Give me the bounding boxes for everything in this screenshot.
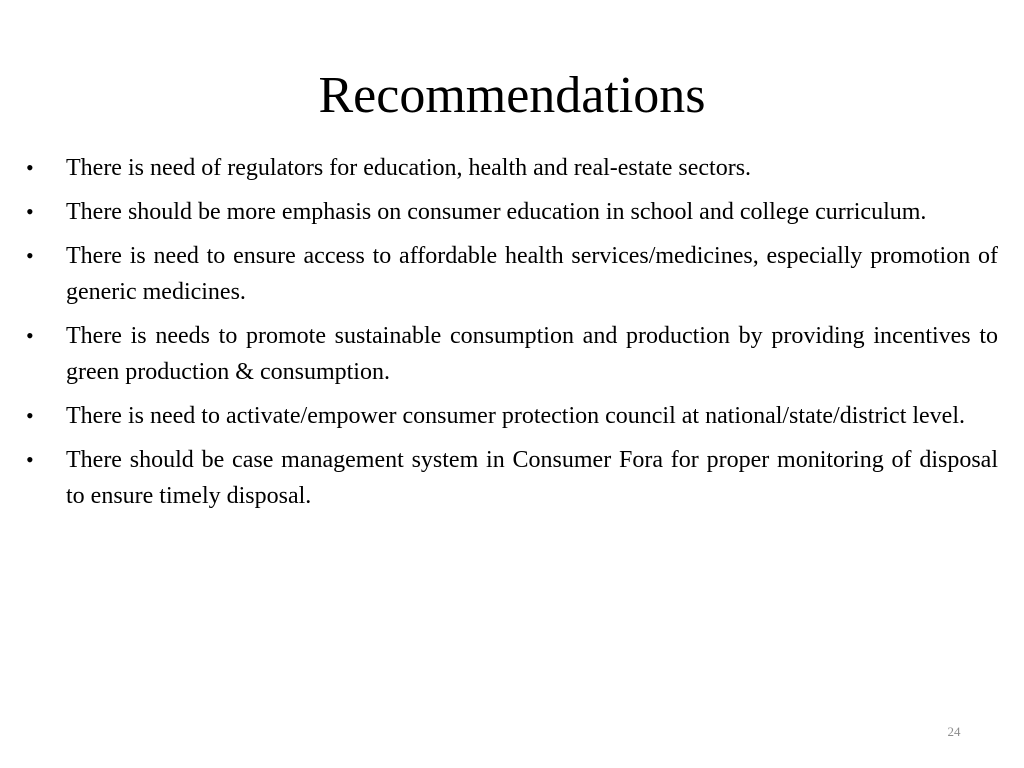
bullet-item-4 xyxy=(22,318,998,390)
bullet-text: There is need of regulators for education, health and real-estate sectors. xyxy=(66,155,752,181)
bullet-item-1 xyxy=(22,150,998,186)
bullet-icon: • xyxy=(26,155,34,180)
bullet-icon: • xyxy=(26,447,34,472)
bullet-icon: • xyxy=(26,403,34,428)
bullet-text: There is need to ensure access to affordable health services/medicines, especially promotion of generic medicines. xyxy=(66,243,998,305)
bullet-item-6 xyxy=(22,442,998,514)
bullet-item-3 xyxy=(22,238,998,310)
bullet-text: There should be more emphasis on consumer education in school and college curriculum. xyxy=(66,199,927,225)
bullet-item-2 xyxy=(22,194,998,230)
page-number: 24 xyxy=(947,724,961,739)
bullet-text: There should be case management system in Consumer Fora for proper monitoring of disposal to ensure timely disposal. xyxy=(66,447,998,509)
bullet-icon: • xyxy=(26,199,34,224)
bullet-text: There is needs to promote sustainable consumption and production by providing incentives to green production & consumption. xyxy=(66,323,998,385)
bullet-item-5 xyxy=(22,398,998,434)
bullet-icon: • xyxy=(26,243,34,268)
bullet-text: There is need to activate/empower consumer protection council at national/state/district level. xyxy=(66,403,966,429)
bullet-icon: • xyxy=(26,323,34,348)
bullet-list xyxy=(22,150,998,522)
slide-title: Recommendations xyxy=(318,67,706,124)
